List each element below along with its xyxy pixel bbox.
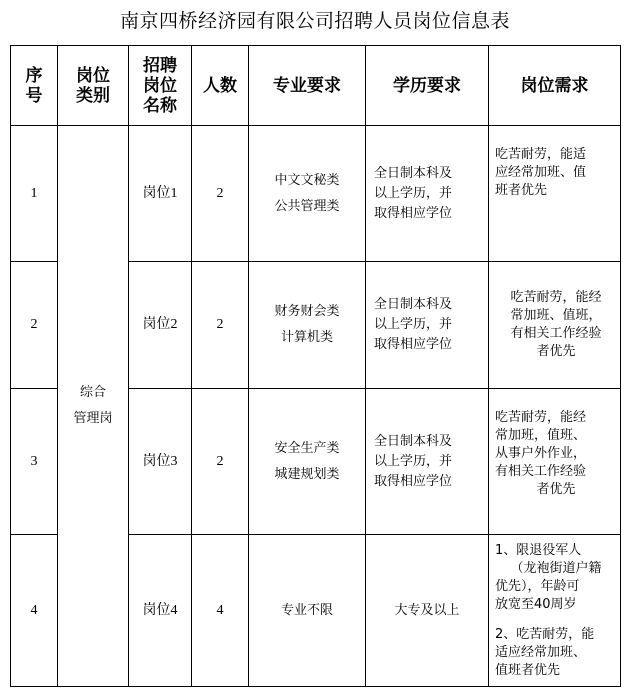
count-cell: 4 (192, 535, 249, 687)
job-info-table (10, 45, 621, 687)
needs-cell: 吃苦耐劳，能经 常加班、值班， 有相关工作经验 者优先 (489, 262, 621, 389)
table-row (11, 126, 621, 262)
position-cell: 岗位3 (129, 389, 192, 535)
header-education: 学历要求 (366, 46, 489, 126)
needs-cell: 吃苦耐劳，能适 应经常加班、值 班者优先 (489, 126, 621, 262)
seq-cell: 2 (11, 262, 58, 389)
seq-cell: 3 (11, 389, 58, 535)
category-cell: 综合 管理岗 (58, 126, 129, 687)
position-cell: 岗位2 (129, 262, 192, 389)
education-cell: 大专及以上 (366, 535, 489, 687)
major-cell: 安全生产类 城建规划类 (249, 389, 366, 535)
needs-cell: 1、限退役军人 （龙袍街道户籍 优先），年龄可 放宽至40周岁 2、吃苦耐劳，能 适应经常加班、 值班者优先 (489, 535, 621, 687)
header-needs: 岗位需求 (489, 46, 621, 126)
header-major: 专业要求 (249, 46, 366, 126)
header-row (11, 46, 621, 126)
major-cell: 中文文秘类 公共管理类 (249, 126, 366, 262)
count-cell: 2 (192, 126, 249, 262)
education-cell: 全日制本科及 以上学历，并 取得相应学位 (366, 389, 489, 535)
education-cell: 全日制本科及 以上学历，并 取得相应学位 (366, 262, 489, 389)
position-cell: 岗位4 (129, 535, 192, 687)
seq-cell: 4 (11, 535, 58, 687)
education-cell: 全日制本科及 以上学历，并 取得相应学位 (366, 126, 489, 262)
page-title: 南京四桥经济园有限公司招聘人员岗位信息表 (119, 10, 510, 32)
seq-cell: 1 (11, 126, 58, 262)
header-count: 人数 (192, 46, 249, 126)
header-position: 招聘 岗位 名称 (129, 46, 192, 126)
major-cell: 专业不限 (249, 535, 366, 687)
count-cell: 2 (192, 262, 249, 389)
count-cell: 2 (192, 389, 249, 535)
major-cell: 财务财会类 计算机类 (249, 262, 366, 389)
header-seq: 序 号 (11, 46, 58, 126)
position-cell: 岗位1 (129, 126, 192, 262)
needs-cell: 吃苦耐劳，能经 常加班，值班、 从事户外作业， 有相关工作经验 者优先 (489, 389, 621, 535)
header-category: 岗位 类别 (58, 46, 129, 126)
